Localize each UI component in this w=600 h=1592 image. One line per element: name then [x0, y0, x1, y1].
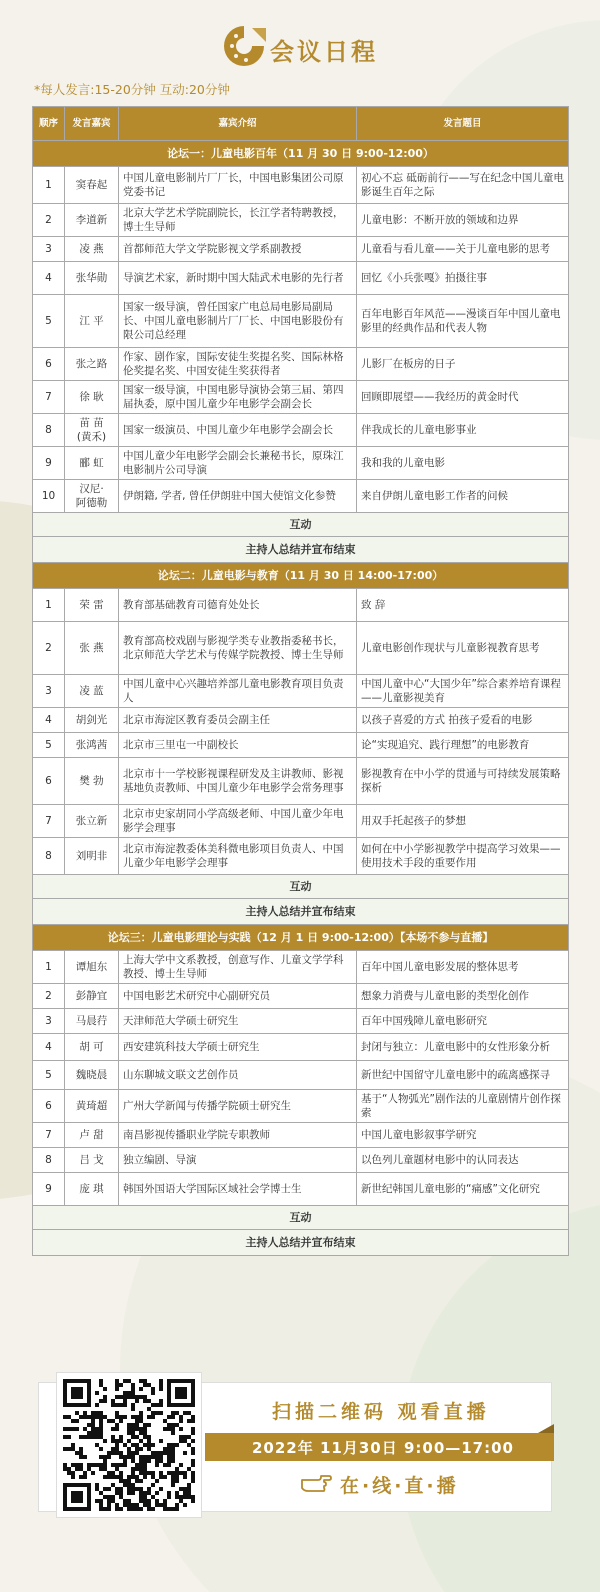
speaker-intro: 教育部高校戏剧与影视学类专业教指委秘书长，北京师范大学艺术与传媒学院教授、博士生导师	[119, 622, 357, 675]
speaker-name: 张立新	[65, 805, 119, 838]
speech-topic: 百年中国儿童电影发展的整体思考	[357, 951, 569, 984]
page-header	[0, 20, 600, 80]
table-row	[33, 447, 569, 480]
speaker-intro: 国家一级导演，中国电影导演协会第三届、第四届执委，原中国儿童少年电影学会副会长	[119, 381, 357, 414]
row-order: 8	[33, 1148, 65, 1173]
closing-row-text: 主持人总结并宣布结束	[33, 899, 569, 925]
row-order: 9	[33, 447, 65, 480]
qr-code[interactable]	[56, 1372, 202, 1518]
speech-topic: 影视教育在中小学的贯通与可持续发展策略探析	[357, 758, 569, 805]
speech-topic: 我和我的儿童电影	[357, 447, 569, 480]
header-intro: 嘉宾介绍	[119, 107, 357, 141]
speaker-name: 谭旭东	[65, 951, 119, 984]
speaker-name: 张华勋	[65, 262, 119, 295]
closing-row-text: 主持人总结并宣布结束	[33, 537, 569, 563]
table-row	[33, 675, 569, 708]
band-fold	[538, 1424, 554, 1433]
scan-qr-text: 扫描二维码 观看直播	[272, 1401, 490, 1423]
table-row	[33, 1173, 569, 1206]
table-row	[33, 1034, 569, 1061]
table-header-row	[33, 107, 569, 141]
row-order: 3	[33, 675, 65, 708]
row-order: 5	[33, 733, 65, 758]
speech-topic: 儿童电影：不断开放的领域和边界	[357, 204, 569, 237]
speech-topic: 新世纪韩国儿童电影的“痛感”文化研究	[357, 1173, 569, 1206]
row-order: 7	[33, 1123, 65, 1148]
speaker-intro: 北京市史家胡同小学高级老师、中国儿童少年电影学会理事	[119, 805, 357, 838]
closing-row	[33, 1230, 569, 1256]
speech-topic: 儿影厂在板房的日子	[357, 348, 569, 381]
speaker-intro: 教育部基础教育司德育处处长	[119, 589, 357, 622]
speaker-intro: 北京市三里屯一中副校长	[119, 733, 357, 758]
speaker-intro: 导演艺术家，新时期中国大陆武术电影的先行者	[119, 262, 357, 295]
table-row	[33, 1148, 569, 1173]
row-order: 10	[33, 480, 65, 513]
closing-row	[33, 537, 569, 563]
speech-topic: 来自伊朗儿童电影工作者的问候	[357, 480, 569, 513]
table-row	[33, 237, 569, 262]
table-row	[33, 1090, 569, 1123]
closing-row-text: 主持人总结并宣布结束	[33, 1230, 569, 1256]
speaker-name: 凌 燕	[65, 237, 119, 262]
table-row	[33, 1123, 569, 1148]
row-order: 3	[33, 1009, 65, 1034]
speaker-intro: 首都师范大学文学院影视文学系副教授	[119, 237, 357, 262]
table-row	[33, 1061, 569, 1090]
speaker-intro: 独立编剧、导演	[119, 1148, 357, 1173]
table-row	[33, 838, 569, 875]
row-order: 2	[33, 984, 65, 1009]
speaker-name: 荣 雷	[65, 589, 119, 622]
speaker-name: 胡 可	[65, 1034, 119, 1061]
row-order: 8	[33, 838, 65, 875]
table-row	[33, 589, 569, 622]
row-order: 9	[33, 1173, 65, 1206]
row-order: 7	[33, 805, 65, 838]
speaker-intro: 北京市海淀教委体美科微电影项目负责人、中国儿童少年电影学会理事	[119, 838, 357, 875]
speaker-name: 樊 勃	[65, 758, 119, 805]
qr-code-image	[63, 1379, 195, 1511]
speech-topic: 伴我成长的儿童电影事业	[357, 414, 569, 447]
closing-row	[33, 899, 569, 925]
speaker-name: 黄琦超	[65, 1090, 119, 1123]
speaker-intro: 中国儿童电影制片厂厂长，中国电影集团公司原党委书记	[119, 167, 357, 204]
forum-heading: 论坛三：儿童电影理论与实践（12 月 1 日 9:00-12:00）【本场不参与直播】	[33, 925, 569, 951]
speaker-name: 卢 甜	[65, 1123, 119, 1148]
speaker-name: 凌 蓝	[65, 675, 119, 708]
speaker-name: 郦 虹	[65, 447, 119, 480]
speech-topic: 百年电影百年风范——漫谈百年中国儿童电影里的经典作品和代表人物	[357, 295, 569, 348]
table-row	[33, 167, 569, 204]
forum-heading-row	[33, 925, 569, 951]
speech-topic: 以色列儿童题材电影中的认同表达	[357, 1148, 569, 1173]
header-speaker	[65, 107, 119, 141]
page-title: 会议日程	[270, 38, 378, 66]
header-topic: 发言题目	[357, 107, 569, 141]
speaker-name: 彭静宜	[65, 984, 119, 1009]
speaker-name: 张 燕	[65, 622, 119, 675]
forum-heading: 论坛一：儿童电影百年（11 月 30 日 9:00-12:00）	[33, 141, 569, 167]
speaker-name: 苗 苗 (黄禾)	[65, 414, 119, 447]
row-order: 4	[33, 708, 65, 733]
table-row	[33, 348, 569, 381]
table-row	[33, 733, 569, 758]
interaction-row-text: 互动	[33, 875, 569, 899]
speaker-name: 庞 琪	[65, 1173, 119, 1206]
speaker-name: 江 平	[65, 295, 119, 348]
live-label: 在·线·直·播	[340, 1475, 459, 1497]
header-speaker-label: 发言嘉宾	[72, 118, 111, 129]
live-datetime: 2022年 11月30日 9:00—17:00	[252, 1439, 514, 1457]
speech-topic: 封闭与独立：儿童电影中的女性形象分析	[357, 1034, 569, 1061]
row-order: 1	[33, 589, 65, 622]
speech-topic: 如何在中小学影视教学中提高学习效果——使用技术手段的重要作用	[357, 838, 569, 875]
pointing-hand-icon	[300, 1470, 332, 1494]
speaker-intro: 上海大学中文系教授，创意写作、儿童文学学科教授、博士生导师	[119, 951, 357, 984]
speaker-intro: 中国电影艺术研究中心副研究员	[119, 984, 357, 1009]
table-row	[33, 262, 569, 295]
speaker-name: 张之路	[65, 348, 119, 381]
row-order: 5	[33, 295, 65, 348]
speech-topic: 想象力消费与儿童电影的类型化创作	[357, 984, 569, 1009]
speaker-name: 吕 戈	[65, 1148, 119, 1173]
speaker-intro: 韩国外国语大学国际区域社会学博士生	[119, 1173, 357, 1206]
row-order: 6	[33, 348, 65, 381]
speech-topic: 以孩子喜爱的方式 拍孩子爱看的电影	[357, 708, 569, 733]
row-order: 6	[33, 1090, 65, 1123]
table-row	[33, 758, 569, 805]
speech-topic: 初心不忘 砥砺前行——写在纪念中国儿童电影诞生百年之际	[357, 167, 569, 204]
speaker-intro: 北京市十一学校影视课程研发及主讲教师、影视基地负责教师、中国儿童少年电影学会常务理事	[119, 758, 357, 805]
row-order: 1	[33, 167, 65, 204]
interaction-row	[33, 513, 569, 537]
speaker-intro: 南昌影视传播职业学院专职教师	[119, 1123, 357, 1148]
speech-topic: 回顾即展望——我经历的黄金时代	[357, 381, 569, 414]
row-order: 4	[33, 262, 65, 295]
interaction-row-text: 互动	[33, 513, 569, 537]
speaker-intro: 广州大学新闻与传播学院硕士研究生	[119, 1090, 357, 1123]
film-reel-icon	[222, 24, 266, 68]
speaker-intro: 天津师范大学硕士研究生	[119, 1009, 357, 1034]
row-order: 2	[33, 204, 65, 237]
schedule-table	[32, 106, 569, 1256]
table-row	[33, 805, 569, 838]
header-order: 顺序	[33, 107, 65, 141]
speaker-intro: 中国儿童少年电影学会副会长兼秘书长，原珠江电影制片公司导演	[119, 447, 357, 480]
interaction-row	[33, 875, 569, 899]
speaker-name: 徐 耿	[65, 381, 119, 414]
speaker-name: 马晨荇	[65, 1009, 119, 1034]
speech-topic: 儿童电影创作现状与儿童影视教育思考	[357, 622, 569, 675]
speaker-name: 李道新	[65, 204, 119, 237]
speaking-time-note: *每人发言:15-20分钟 互动:20分钟	[34, 82, 230, 97]
speaker-name: 胡剑光	[65, 708, 119, 733]
speaker-intro: 北京大学艺术学院副院长，长江学者特聘教授，博士生导师	[119, 204, 357, 237]
row-order: 3	[33, 237, 65, 262]
speech-topic: 中国儿童电影叙事学研究	[357, 1123, 569, 1148]
speaker-intro: 中国儿童中心兴趣培养部儿童电影教育项目负责人	[119, 675, 357, 708]
speaker-name: 张鸿茜	[65, 733, 119, 758]
forum-heading-row	[33, 563, 569, 589]
interaction-row	[33, 1206, 569, 1230]
speaker-intro: 国家一级演员、中国儿童少年电影学会副会长	[119, 414, 357, 447]
table-row	[33, 951, 569, 984]
row-order: 5	[33, 1061, 65, 1090]
speech-topic: 百年中国残障儿童电影研究	[357, 1009, 569, 1034]
row-order: 7	[33, 381, 65, 414]
row-order: 8	[33, 414, 65, 447]
forum-heading-row	[33, 141, 569, 167]
speech-topic: 致 辞	[357, 589, 569, 622]
speaker-name: 汉尼· 阿德勒	[65, 480, 119, 513]
speech-topic: 论“实现追究、践行理想”的电影教育	[357, 733, 569, 758]
speech-topic: 儿童看与看儿童——关于儿童电影的思考	[357, 237, 569, 262]
speaker-intro: 山东聊城文联文艺创作员	[119, 1061, 357, 1090]
row-order: 4	[33, 1034, 65, 1061]
table-row	[33, 622, 569, 675]
table-row	[33, 414, 569, 447]
speaker-name: 窦春起	[65, 167, 119, 204]
table-row	[33, 1009, 569, 1034]
speaker-intro: 伊朗籍, 学者, 曾任伊朗驻中国大使馆文化参赞	[119, 480, 357, 513]
speech-topic: 中国儿童中心“大国少年”综合素养培育课程——儿童影视美育	[357, 675, 569, 708]
table-row	[33, 708, 569, 733]
interaction-row-text: 互动	[33, 1206, 569, 1230]
speaker-intro: 西安建筑科技大学硕士研究生	[119, 1034, 357, 1061]
speech-topic: 基于“人物弧光”剧作法的儿童剧情片创作探索	[357, 1090, 569, 1123]
table-row	[33, 984, 569, 1009]
speech-topic: 回忆《小兵张嘎》拍摄往事	[357, 262, 569, 295]
speaker-intro: 作家、剧作家，国际安徒生奖提名奖、国际林格伦奖提名奖、中国安徒生奖获得者	[119, 348, 357, 381]
table-row	[33, 204, 569, 237]
speaker-intro: 北京市海淀区教育委员会副主任	[119, 708, 357, 733]
forum-heading: 论坛二：儿童电影与教育（11 月 30 日 14:00-17:00）	[33, 563, 569, 589]
speech-topic: 用双手托起孩子的梦想	[357, 805, 569, 838]
table-row	[33, 295, 569, 348]
table-row	[33, 381, 569, 414]
table-row	[33, 480, 569, 513]
speaker-name: 魏晓晨	[65, 1061, 119, 1090]
speech-topic: 新世纪中国留守儿童电影中的疏离感探寻	[357, 1061, 569, 1090]
speaker-intro: 国家一级导演，曾任国家广电总局电影局副局长、中国儿童电影制片厂厂长、中国电影股份有限公司总经理	[119, 295, 357, 348]
row-order: 2	[33, 622, 65, 675]
row-order: 1	[33, 951, 65, 984]
row-order: 6	[33, 758, 65, 805]
speaker-name: 刘明非	[65, 838, 119, 875]
